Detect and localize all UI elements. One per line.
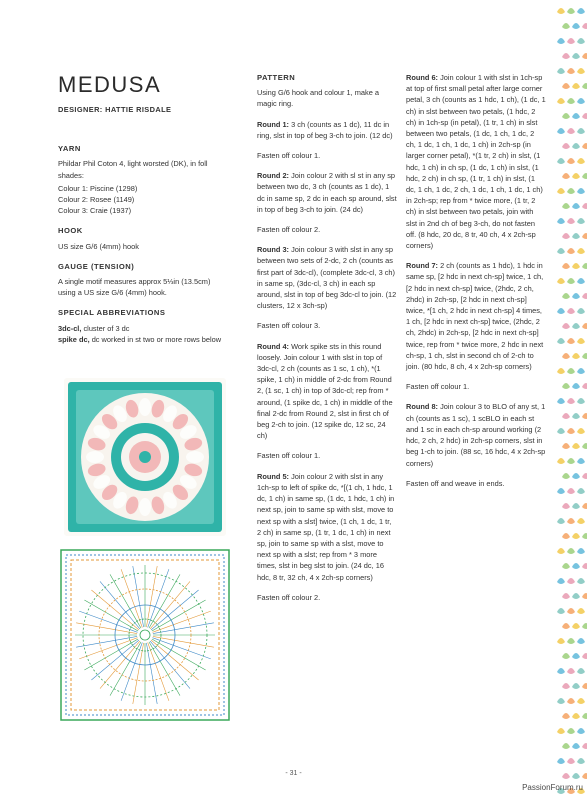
abbreviation-item (58, 323, 246, 334)
border-leaf (577, 488, 585, 494)
border-leaf (582, 233, 587, 239)
round-label: Round 7: (406, 261, 439, 271)
border-leaf (572, 743, 580, 749)
round-label: Round 4: (257, 341, 290, 351)
motif-photo (60, 374, 230, 540)
abbreviation-term: spike dc, (58, 334, 90, 344)
round-label: Round 2: (257, 171, 290, 181)
border-leaf (577, 38, 585, 44)
decorative-side-border (553, 0, 587, 800)
photo-petal (186, 451, 204, 463)
border-leaf (577, 158, 585, 164)
border-leaf (557, 398, 565, 404)
border-leaf (557, 728, 565, 734)
border-leaf (572, 323, 580, 329)
pattern-round (257, 471, 397, 583)
pattern-round (406, 72, 546, 251)
border-leaf (577, 278, 585, 284)
pattern-note (257, 150, 397, 161)
border-leaf (577, 518, 585, 524)
abbreviation-item (58, 334, 228, 345)
abbreviation-definition: cluster of 3 dc (81, 323, 130, 333)
border-leaf (577, 308, 585, 314)
hook-text: US size G/6 (4mm) hook (58, 241, 139, 251)
border-leaf (562, 113, 570, 119)
border-leaf (567, 68, 575, 74)
pattern-note (406, 381, 546, 392)
border-leaf (557, 98, 565, 104)
border-leaf (562, 623, 570, 629)
border-leaf (572, 473, 580, 479)
border-leaf (557, 38, 565, 44)
border-leaf (562, 23, 570, 29)
abbreviation-definition: dc worked in st two or more rows below (89, 334, 222, 344)
border-leaf (577, 368, 585, 374)
round-text: Fasten off colour 1. (406, 382, 470, 392)
border-leaf (572, 563, 580, 569)
border-leaf (572, 653, 580, 659)
border-leaf (582, 443, 587, 449)
border-leaf (577, 338, 585, 344)
round-text: Fasten off colour 1. (257, 451, 321, 461)
border-leaf (567, 128, 575, 134)
border-leaf (557, 518, 565, 524)
border-leaf (562, 323, 570, 329)
round-text: Join colour 2 with sl st in any sp between two dc, 3 ch (counts as 1 dc), 1 dc in same sp, 2 dc in each sp around, slst in top of beg 3-ch to join. (24 dc) (257, 171, 397, 214)
border-leaf (557, 578, 565, 584)
border-leaf (567, 248, 575, 254)
border-leaf (582, 23, 587, 29)
border-leaf (562, 263, 570, 269)
border-leaf (567, 428, 575, 434)
border-leaf (557, 128, 565, 134)
border-leaf (562, 743, 570, 749)
border-leaf (572, 83, 580, 89)
border-leaf (567, 368, 575, 374)
border-leaf (567, 308, 575, 314)
border-leaf (572, 353, 580, 359)
border-leaf (562, 713, 570, 719)
yarn-colour-1: Colour 1: Piscine (1298) (58, 183, 138, 193)
round-label: Round 5: (257, 471, 290, 481)
yarn-description: Phildar Phil Coton 4, light worsted (DK), in foll shades: (58, 159, 208, 180)
border-leaf (557, 158, 565, 164)
border-leaf (557, 608, 565, 614)
border-leaf (577, 188, 585, 194)
border-leaf (577, 758, 585, 764)
border-leaf (562, 653, 570, 659)
pattern-note (406, 478, 546, 489)
round-text: Fasten off colour 3. (257, 321, 321, 331)
border-leaf (572, 383, 580, 389)
border-leaf (572, 443, 580, 449)
border-leaf (567, 8, 575, 14)
photo-petal (139, 398, 151, 416)
round-text: Fasten off and weave in ends. (406, 478, 505, 488)
border-leaf (567, 758, 575, 764)
border-leaf (582, 473, 587, 479)
border-leaf (582, 53, 587, 59)
border-leaf (582, 533, 587, 539)
border-leaf (577, 8, 585, 14)
border-leaf (572, 53, 580, 59)
pattern-round (406, 401, 546, 468)
border-leaf (562, 143, 570, 149)
pattern-round (257, 341, 397, 442)
border-leaf (562, 293, 570, 299)
border-leaf (567, 668, 575, 674)
border-leaf (557, 698, 565, 704)
border-leaf (562, 563, 570, 569)
pattern-note (257, 450, 397, 461)
border-leaf (567, 638, 575, 644)
border-leaf (572, 713, 580, 719)
border-leaf (582, 383, 587, 389)
border-leaf (572, 233, 580, 239)
border-leaf (577, 68, 585, 74)
border-leaf (572, 593, 580, 599)
border-leaf (567, 578, 575, 584)
abbreviations-heading: SPECIAL ABBREVIATIONS (58, 308, 166, 318)
border-leaf (557, 368, 565, 374)
border-leaf (582, 503, 587, 509)
border-leaf (562, 83, 570, 89)
designer-credit: DESIGNER: HATTIE RISDALE (58, 105, 172, 114)
border-leaf (567, 518, 575, 524)
border-leaf (577, 698, 585, 704)
pattern-title: MEDUSA (58, 72, 162, 97)
border-leaf (572, 263, 580, 269)
border-leaf (557, 638, 565, 644)
page-number: - 31 - (285, 770, 302, 777)
abbreviation-term: 3dc-cl, (58, 323, 82, 333)
border-leaf (562, 353, 570, 359)
round-label: Round 1: (257, 119, 290, 129)
photo-petal (139, 498, 151, 516)
round-text: Work spike sts in this round loosely. Join colour 1 with slst in top of 3dc-cl, 2 ch (counts as 1 sc, 1 ch), *(1 spike, 1 ch) in middle of 2-dc from Round 2, (1 sc, 1 ch) in top of 3dc-cl; rep from * around, (1 spike dc, 1 ch) in middle of the final 2-dc from Round 2, slst in first ch of beg 2-ch to join. (12 spike dc, 12 sc, 24 ch) (257, 341, 393, 441)
border-leaf (567, 398, 575, 404)
border-leaf (562, 383, 570, 389)
border-leaf (577, 668, 585, 674)
border-leaf (557, 338, 565, 344)
gauge-text: A single motif measures approx 5⅓in (13.5cm) using a US size G/6 (4mm) hook. (58, 277, 211, 298)
watermark-text: PassionForum.ru (522, 783, 583, 792)
border-leaf (572, 203, 580, 209)
border-leaf (557, 8, 565, 14)
border-leaf (572, 503, 580, 509)
border-leaf (577, 608, 585, 614)
border-leaf (567, 458, 575, 464)
border-leaf (572, 293, 580, 299)
border-leaf (582, 353, 587, 359)
border-leaf (582, 143, 587, 149)
border-leaf (577, 248, 585, 254)
border-leaf (562, 683, 570, 689)
border-leaf (562, 233, 570, 239)
round-label: Round 6: (406, 73, 439, 82)
border-leaf (582, 83, 587, 89)
photo-petal (86, 451, 104, 463)
round-label: Round 8: (406, 402, 439, 412)
pattern-round (406, 260, 546, 372)
border-leaf (567, 98, 575, 104)
border-leaf (557, 248, 565, 254)
border-leaf (582, 413, 587, 419)
border-leaf (567, 218, 575, 224)
border-leaf (562, 533, 570, 539)
border-leaf (572, 23, 580, 29)
border-leaf (582, 653, 587, 659)
border-leaf (557, 428, 565, 434)
round-text: Join colour 1 with slst in 1ch-sp at top of first small petal after large corner petal, 3 ch (counts as 1 hdc, 1 ch), (1 dc, 1 ch) in slst between two petals, (1 hdc, 2 ch) in 1ch-sp (in petal), (1 tr, 1 ch) in slst between two petals, (1 dc, 1 ch, 1 dc, 2 ch, 1 dc, 1 ch, 1 dc, 1 ch) in 2ch-sp (in larger corner petal), *(1 tr, 2 ch) in slst, (1 hdc, 1 ch) in ch sp, (1 dc, 1 ch) in slst, (1 hdc, 2 ch) in ch sp, (1 tr, 1 ch) in slst, (1 dc, 1 ch, 1 dc, 2 ch, 1 dc, 1 ch, 1 dc, 1 ch) in 2ch-sp; rep from * twice more, (1 tr, 2 ch) in slst between two petals, join with slst in 2nd ch of beg 3-ch, do not fasten off. (8 hdc, 20 dc, 8 tr, 40 ch, 4 x 2ch-sp corners) (406, 73, 546, 251)
column-pattern-2 (406, 72, 546, 498)
border-leaf (557, 218, 565, 224)
round-label: Round 3: (257, 245, 290, 255)
border-leaf (557, 188, 565, 194)
border-leaf (577, 218, 585, 224)
pattern-note (257, 320, 397, 331)
border-leaf (562, 413, 570, 419)
border-leaf (557, 68, 565, 74)
border-leaf (567, 188, 575, 194)
border-leaf (557, 308, 565, 314)
pattern-round (257, 119, 397, 141)
border-leaf (567, 608, 575, 614)
border-leaf (567, 728, 575, 734)
border-leaf (577, 578, 585, 584)
border-leaf (572, 113, 580, 119)
border-leaf (562, 203, 570, 209)
border-leaf (577, 128, 585, 134)
border-leaf (557, 488, 565, 494)
pattern-note (257, 592, 397, 603)
border-leaf (582, 743, 587, 749)
border-leaf (562, 443, 570, 449)
round-text: 3 ch (counts as 1 dc), 11 dc in ring, slst in top of beg 3-ch to join. (12 dc) (257, 119, 393, 140)
border-leaf (557, 758, 565, 764)
column-pattern-1 (257, 72, 397, 612)
round-text: Join colour 3 with slst in any sp between two sets of 2-dc, 2 ch (counts as first part of 3dc-cl), (complete 3dc-cl, 3 ch) in same sp, (3dc-cl, 3 ch) in each sp around, slst in top of beg 3dc-cl to join. (12 clusters, 12 x 3ch-sp) (257, 245, 397, 311)
yarn-colour-3: Colour 3: Craie (1937) (58, 206, 132, 216)
column-materials (58, 72, 246, 345)
border-leaf (572, 683, 580, 689)
round-text: Fasten off colour 2. (257, 592, 321, 602)
border-leaf (582, 593, 587, 599)
border-leaf (582, 713, 587, 719)
border-leaf (582, 293, 587, 299)
border-leaf (572, 173, 580, 179)
crochet-chart-diagram (60, 549, 230, 721)
border-leaf (582, 263, 587, 269)
pattern-note (257, 224, 397, 235)
border-leaf (572, 623, 580, 629)
border-leaf (577, 728, 585, 734)
border-leaf (577, 428, 585, 434)
border-leaf (572, 413, 580, 419)
round-text: Fasten off colour 2. (257, 225, 321, 235)
border-leaf (557, 458, 565, 464)
border-leaf (577, 398, 585, 404)
border-leaf (557, 668, 565, 674)
border-leaf (582, 623, 587, 629)
round-text: 2 ch (counts as 1 hdc), 1 hdc in same sp, [2 hdc in next ch-sp] twice, 1 ch, [2 hdc in next ch-sp] twice, (2hdc, 2 ch, 2hdc) in 2ch-sp, [2 hdc in next ch-sp] twice, *[1 ch, 2 hdc in next ch-sp] 4 times, 1 ch, [2 hdc in next ch-sp] twice, (2hdc, 2 ch, 2hdc) in 2ch-sp, [2 hdc in next ch-sp] twice, rep from * twice more, 2 hdc in next ch-sp, 1 ch, slst in second ch of 2-ch to join. (80 hdc, 8 ch, 4 x 2ch-sp corners) (406, 261, 544, 372)
round-text: Join colour 3 to BLO of any st, 1 ch (counts as 1 sc), 1 scBLO in each st and 1 sc in each ch-sp around working (2 hdc, 2 ch, 2 hdc) in 2ch-sp corners, slst in beg 1-ch to join. (88 sc, 16 hdc, 4 x 2ch-sp corners) (406, 402, 546, 468)
border-leaf (562, 473, 570, 479)
pattern-intro: Using G/6 hook and colour 1, make a magic ring. (257, 88, 380, 109)
border-leaf (567, 548, 575, 554)
yarn-heading: YARN (58, 144, 81, 154)
border-leaf (562, 503, 570, 509)
border-leaf (567, 38, 575, 44)
hook-heading: HOOK (58, 226, 83, 236)
gauge-heading: GAUGE (TENSION) (58, 261, 135, 271)
border-leaf (567, 158, 575, 164)
border-leaf (582, 563, 587, 569)
border-leaf (567, 338, 575, 344)
border-leaf (572, 533, 580, 539)
border-leaf (557, 548, 565, 554)
pattern-heading: PATTERN (257, 73, 296, 82)
round-text: Join colour 2 with slst in any 1ch-sp to left of spike dc, *[(1 ch, 1 hdc, 1 dc, 1 ch) in same sp, (1 dc, 1 hdc, 1 ch) in next sp, join to same sp with slst, move to next sp with a slst] twice, (1 ch, 1 dc, 1 tr, 2 ch) in same sp, (1 tr, 1 dc, 1 ch) in next sp, join to same sp with a slst, move to next sp with a slst; rep from * 3 more times, slst in beg slst to join. (24 dc, 16 hdc, 8 tr, 32 ch, 4 x 2ch-sp corners) (257, 471, 395, 582)
pattern-round (257, 170, 397, 215)
border-leaf (562, 173, 570, 179)
border-leaf (582, 203, 587, 209)
yarn-colour-2: Colour 2: Rosee (1149) (58, 195, 135, 205)
border-leaf (582, 173, 587, 179)
border-leaf (562, 53, 570, 59)
border-leaf (577, 548, 585, 554)
border-leaf (582, 683, 587, 689)
border-leaf (567, 278, 575, 284)
border-leaf (572, 143, 580, 149)
border-leaf (567, 698, 575, 704)
border-leaf (582, 323, 587, 329)
border-leaf (557, 278, 565, 284)
round-text: Fasten off colour 1. (257, 151, 321, 161)
border-leaf (577, 98, 585, 104)
border-leaf (562, 593, 570, 599)
pattern-round (257, 244, 397, 311)
border-leaf (567, 488, 575, 494)
border-leaf (577, 638, 585, 644)
border-leaf (582, 113, 587, 119)
border-leaf (577, 458, 585, 464)
